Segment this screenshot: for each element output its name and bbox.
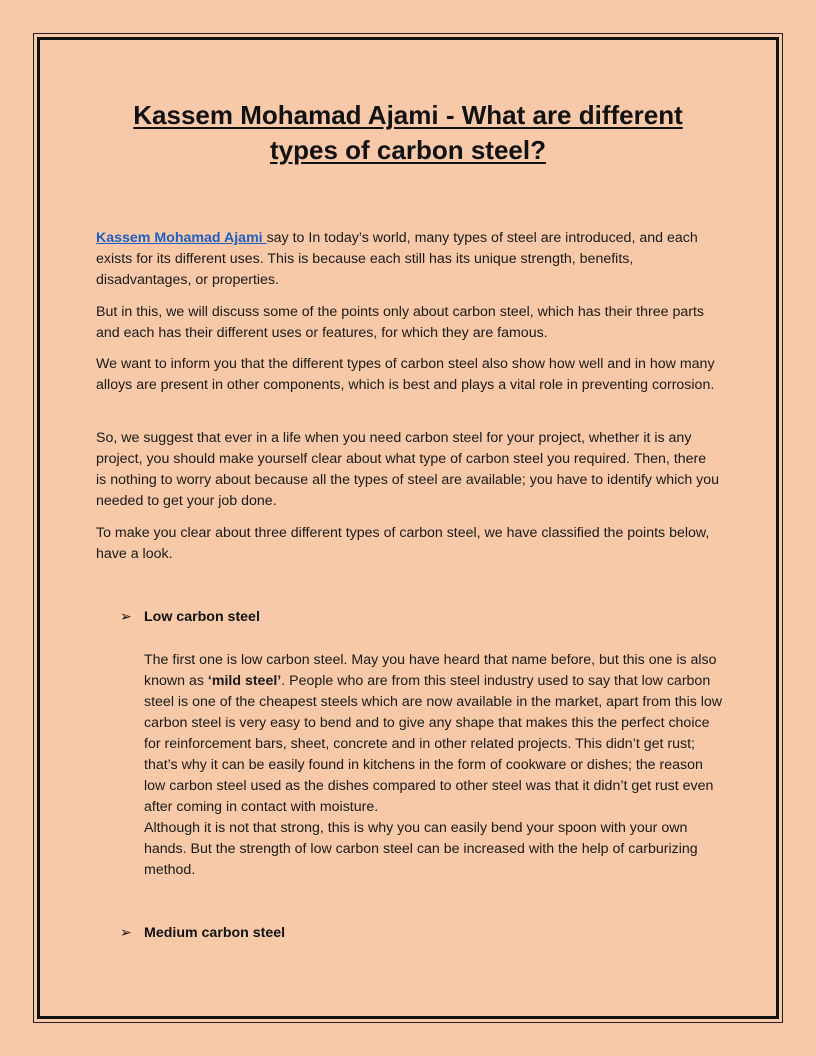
paragraph-4 (96, 523, 720, 565)
section-heading-text: Medium carbon steel (144, 925, 286, 941)
paragraph-text: To make you clear about three different types of carbon steel, we have classified the points below, have a look. (96, 525, 710, 562)
paragraph-3 (96, 428, 720, 512)
paragraph-text: We want to inform you that the different types of carbon steel also show how well and in how many alloys are present in other components, which is best and plays a vital role in preventing corrosion. (96, 356, 715, 393)
document-title: Kassem Mohamad Ajami - What are different types of carbon steel? (133, 100, 683, 165)
paragraph-text: But in this, we will discuss some of the points only about carbon steel, which has their three parts and each has their different uses or features, for which they are famous. (96, 304, 705, 341)
section-text: . People who are from this steel industry used to say that low carbon steel is one of the cheapest steels which are now available in the market, apart from this low carbon steel is very easy to bend and to give any shape that makes this the perfect choice for reinforcement bars, sheet, concrete and in other related projects. This didn’t get rust; that’s why it can be easily found in kitchens in the form of cookware or dishes; the reason low carbon steel used as the dishes compared to other steel was that it didn’t get rust even after coming in contact with moisture. (144, 673, 723, 815)
section-heading-medium-carbon (120, 923, 285, 944)
author-link[interactable]: Kassem Mohamad Ajami (96, 230, 267, 246)
bold-term: ‘mild steel’ (207, 673, 282, 689)
paragraph-1 (96, 302, 720, 344)
section-text-2: Although it is not that strong, this is why you can easily bend your spoon with your own hands. But the strength of low carbon steel can be increased with the help of carburizing method. (144, 820, 698, 878)
arrow-bullet-icon: ➢ (120, 925, 132, 941)
arrow-bullet-icon: ➢ (120, 609, 132, 625)
low-carbon-description (144, 650, 724, 881)
intro-text: say to In today’s world, many types of steel are introduced, and each exists for its different uses. This is because each still has its unique strength, benefits, disadvantages, or properties. (96, 230, 698, 288)
section-heading-text: Low carbon steel (144, 609, 260, 625)
section-heading-low-carbon (120, 607, 260, 628)
paragraph-2 (96, 354, 720, 396)
paragraph-text: So, we suggest that ever in a life when you need carbon steel for your project, whether it is any project, you should make yourself clear about what type of carbon steel you required. Then, there is nothing to worry about because all the types of steel are available; you have to identify which you needed to get your job done. (96, 430, 720, 509)
intro-paragraph (96, 228, 720, 291)
section-text: The first one is low carbon steel. May you have heard that name before, but this one is also known as (144, 652, 717, 689)
